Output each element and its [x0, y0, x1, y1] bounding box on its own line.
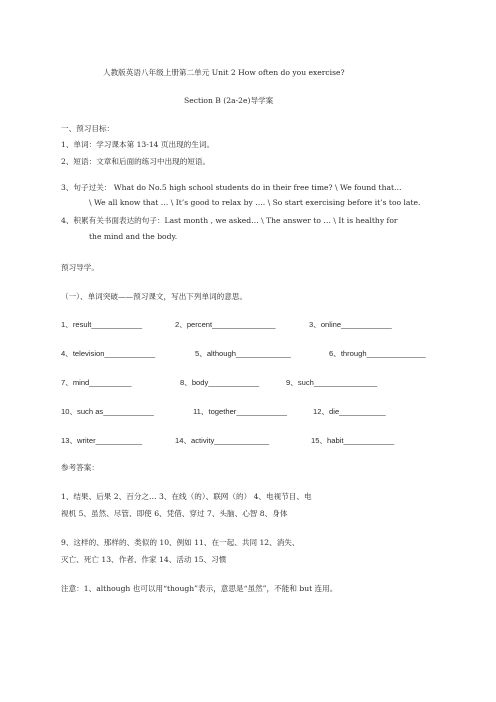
vocab-item: 4、television____________: [61, 349, 156, 358]
vocab-item: 13、writer___________: [61, 436, 143, 445]
vocab-item: 14、activity_____________: [175, 436, 270, 445]
answer-line: 9、这样的、那样的、类似的 10、例如 11、在一起、共同 12、消失、: [61, 538, 300, 547]
vocab-item: 10、such as____________: [61, 407, 154, 416]
goal-item: 1、单词：学习课本第 13-14 页出现的生词。: [61, 140, 215, 149]
guide-heading: 预习导学。: [61, 263, 99, 272]
vocab-item: 8、body____________: [180, 378, 259, 387]
vocab-item: 7、mind__________: [61, 378, 132, 387]
answer-line: 灭亡、死亡 13、作者、作家 14、活动 15、习惯: [61, 555, 227, 564]
answer-line: 1、结果、后果 2、百分之… 3、在线（的）、联网（的） 4、电视节目、电: [61, 492, 312, 501]
vocab-item: 9、such_______________: [286, 378, 378, 387]
vocab-item: 12、die___________: [313, 407, 386, 416]
goal-item-continued: \ We all know that … \ It’s good to relax by …. \ So start exercising before it’s too late.: [89, 198, 421, 207]
guide-subheading: （一）、单词突破——预习课文，写出下列单词的意思。: [61, 292, 248, 301]
vocab-item: 11、together____________: [193, 407, 288, 416]
goal-item: 2、短语：文章和后面的练习中出现的短语。: [61, 157, 211, 166]
vocab-item: 2、percent_______________: [175, 320, 276, 329]
goal-item: 3、句子过关： What do No.5 high school students do in their free time? \ We found that…: [61, 183, 402, 192]
vocab-item: 1、result____________: [61, 320, 143, 329]
goal-item-continued: the mind and the body.: [89, 232, 178, 241]
goal-item: 4、积累有关书面表达的句子：Last month , we asked… \ The answer to … \ It is healthy for: [61, 216, 398, 225]
answers-heading: 参考答案：: [61, 463, 99, 472]
vocab-item: 6、through______________: [329, 349, 426, 358]
goals-heading: 一、预习目标：: [61, 124, 115, 133]
note-line: 注意：1、although 也可以用“though”表示，意思是“虽然”，不能和 but 连用。: [61, 584, 338, 593]
document-title: 人教版英语八年级上册第二单元 Unit 2 How often do you exercise?: [103, 68, 345, 77]
vocab-item: 5、although_____________: [195, 349, 291, 358]
answer-line: 视机 5、虽然、尽管、即使 6、凭借、穿过 7、头脑、心智 8、身体: [61, 509, 288, 518]
vocab-item: 3、online____________: [309, 320, 392, 329]
vocab-item: 15、habit____________: [311, 436, 395, 445]
document-subtitle: Section B (2a-2e)导学案: [184, 96, 274, 105]
